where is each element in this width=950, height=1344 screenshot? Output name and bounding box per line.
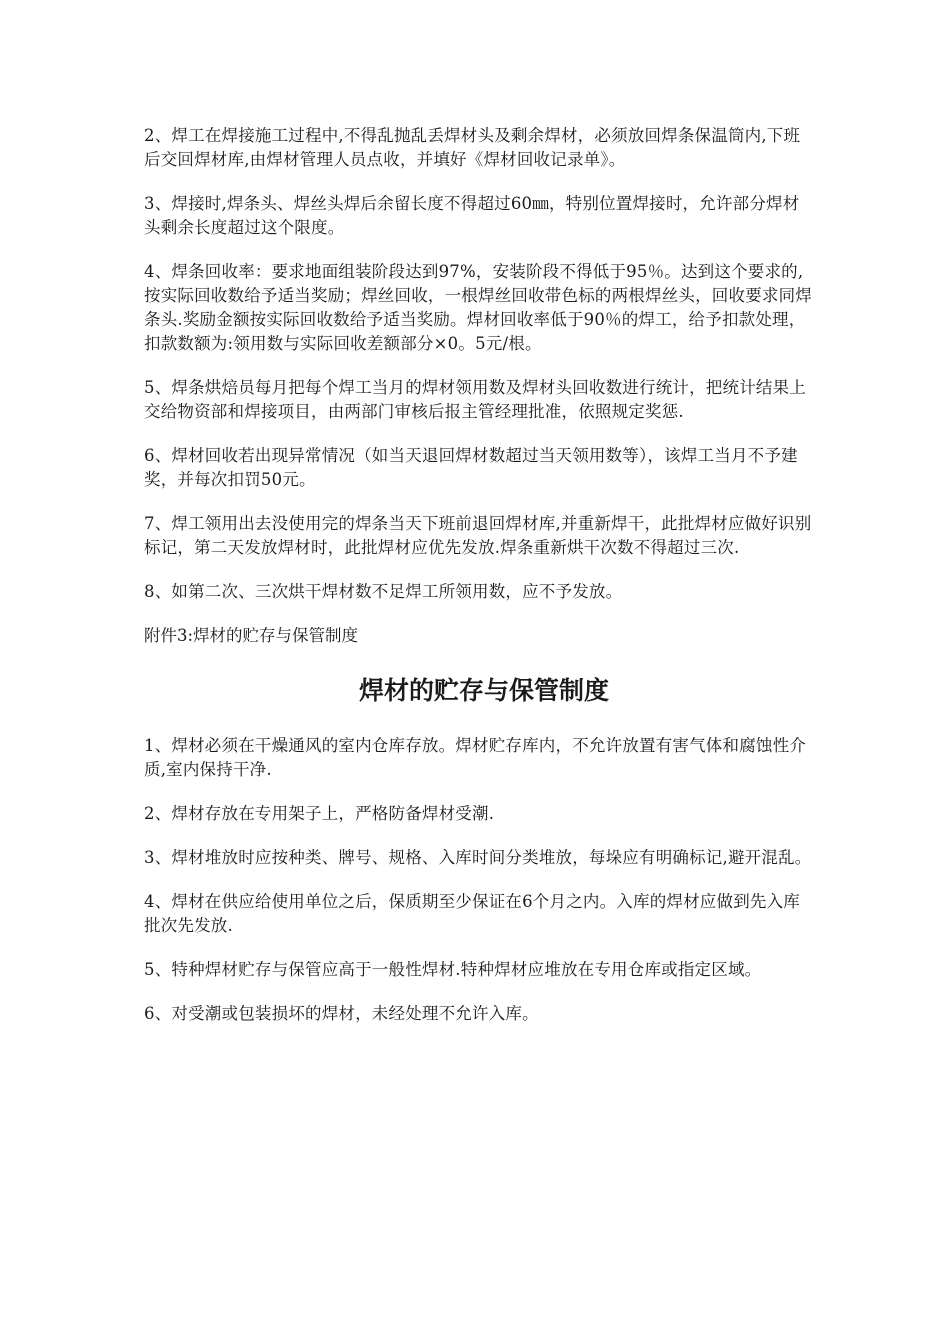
section1-item-3: 3、焊接时,焊条头、焊丝头焊后余留长度不得超过60㎜，特别位置焊接时，允许部分焊材头剩余长度超过这个限度。 (144, 194, 800, 237)
section2-title: 焊材的贮存与保管制度 (358, 676, 609, 705)
section1-item-6: 6、焊材回收若出现异常情况（如当天退回焊材数超过当天领用数等），该焊工当月不予建奖，并每次扣罚50元。 (144, 446, 798, 489)
section1-item-4: 4、焊条回收率：要求地面组装阶段达到97%，安装阶段不得低于95％。达到这个要求的,按实际回收数给予适当奖励；焊丝回收，一根焊丝回收带色标的两根焊丝头，回收要求同焊条头.奖励金额按实际回收数给予适当奖励。焊材回收率低于90％的焊工，给予扣款处理，扣款数额为:领用数与实际回收差额部分×0。5元/根。 (144, 262, 812, 353)
attachment-label: 附件3:焊材的贮存与保管制度 (144, 626, 359, 645)
section2-item-2: 2、焊材存放在专用架子上，严格防备焊材受潮. (144, 804, 495, 823)
document-content (144, 124, 814, 1046)
section1-item-8: 8、如第二次、三次烘干焊材数不足焊工所领用数，应不予发放。 (144, 582, 623, 601)
section2-item-1: 1、焊材必须在干燥通风的室内仓库存放。焊材贮存库内，不允许放置有害气体和腐蚀性介质,室内保持干净. (144, 736, 806, 779)
section1-item-5: 5、焊条烘焙员每月把每个焊工当月的焊材领用数及焊材头回收数进行统计，把统计结果上交给物资部和焊接项目，由两部门审核后报主管经理批准，依照规定奖惩. (144, 378, 806, 421)
section2-item-4: 4、焊材在供应给使用单位之后，保质期至少保证在6个月之内。入库的焊材应做到先入库批次先发放. (144, 892, 800, 935)
section2-item-3: 3、焊材堆放时应按种类、牌号、规格、入库时间分类堆放，每垛应有明确标记,避开混乱。 (144, 848, 812, 867)
section1-item-2: 2、焊工在焊接施工过程中,不得乱抛乱丢焊材头及剩余焊材，必须放回焊条保温筒内,下班后交回焊材库,由焊材管理人员点收，并填好《焊材回收记录单》。 (144, 126, 801, 169)
section2-item-6: 6、对受潮或包装损坏的焊材，未经处理不允许入库。 (144, 1004, 539, 1023)
section2-item-5: 5、特种焊材贮存与保管应高于一般性焊材.特种焊材应堆放在专用仓库或指定区域。 (144, 960, 762, 979)
section1-item-7: 7、焊工领用出去没使用完的焊条当天下班前退回焊材库,并重新焊干，此批焊材应做好识别标记，第二天发放焊材时，此批焊材应优先发放.焊条重新烘干次数不得超过三次. (144, 514, 812, 557)
